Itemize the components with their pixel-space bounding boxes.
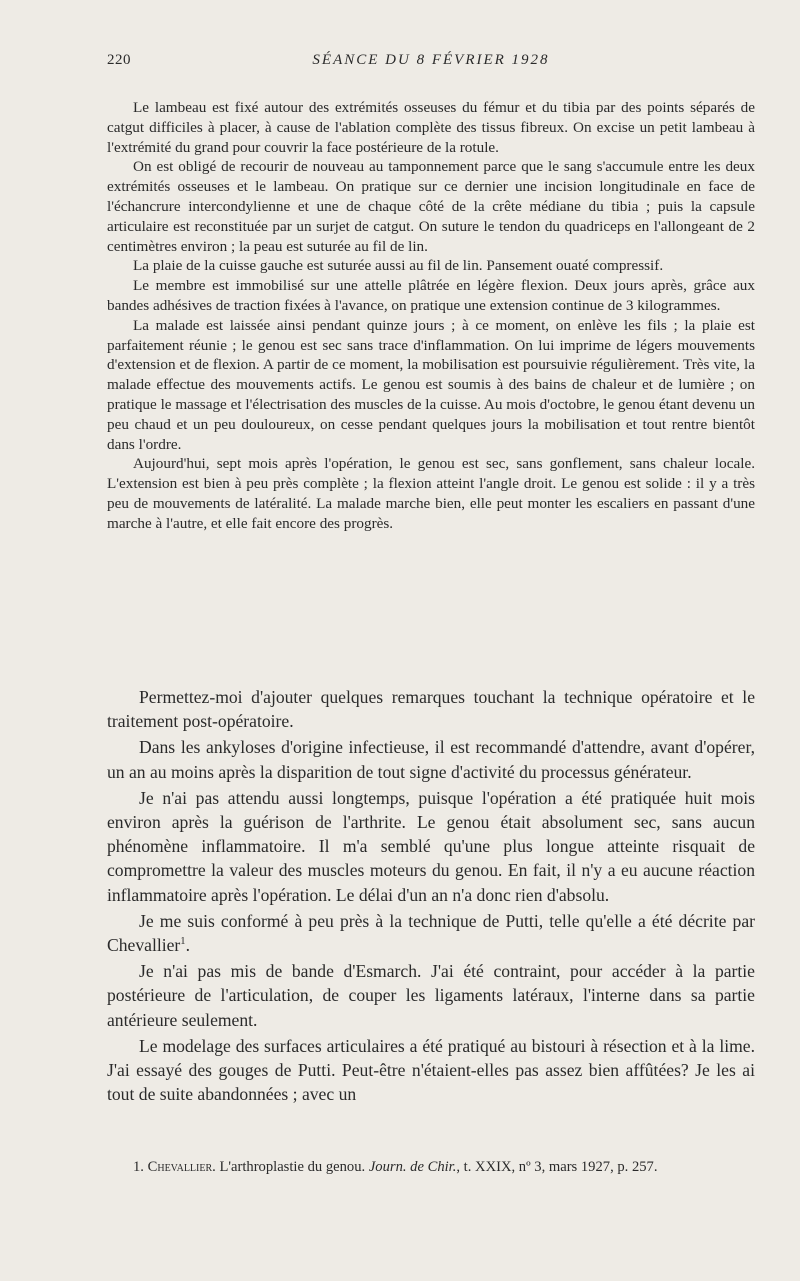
remarks-paragraph: Je n'ai pas mis de bande d'Esmarch. J'ai été contraint, pour accéder à la partie postérieure de l'articulation, de couper les ligaments latéraux, l'interne dans sa partie antérieure seulement. [107, 961, 755, 1030]
case-paragraph: Aujourd'hui, sept mois après l'opération, le genou est sec, sans gonflement, sans chaleur locale. L'extension est bien à peu près complète ; la flexion atteint l'angle droit. Le genou est solide : il y a très peu de mouvements de latéralité. La malade marche bien, elle peut monter les escaliers en passant d'une marche à l'autre, et elle fait encore des progrès. [107, 455, 755, 532]
footnote-journal: Journ. de Chir. [368, 1159, 457, 1175]
case-paragraph: La malade est laissée ainsi pendant quinze jours ; à ce moment, on enlève les fils ; la plaie est parfaitement réunie ; le genou est sec sans trace d'inflammation. On lui imprime de légers mouvements d'extension et de flexion. A partir de ce moment, la mobilisation est poursuivie régulièrement. Très vite, la malade effectue des mouvements actifs. Le genou est soumis à des bains de chaleur et de lumière ; on pratique le massage et l'électrisation des muscles de la cuisse. Au mois d'octobre, le genou étant devenu un peu chaud et un peu douloureux, on cesse pendant quelques jours la mobilisation et tout rentre bientôt dans l'ordre. [107, 316, 755, 453]
remarks-paragraph: Je me suis conformé à peu près à la technique de Putti, telle qu'elle a été décrite par Chevallier$^1$. [107, 910, 755, 956]
footnote-reference[interactable]: 1 [180, 936, 186, 948]
remarks-paragraph: Dans les ankyloses d'origine infectieuse, il est recommandé d'attendre, avant d'opérer, un an au moins après la disparition de tout signe d'activité du processus générateur. [107, 737, 755, 782]
footnote-text [107, 1158, 755, 1177]
remarks-paragraph: Permettez-moi d'ajouter quelques remarques touchant la technique opératoire et le traitement post-opératoire. [107, 687, 755, 732]
page-number: 220 [107, 52, 131, 68]
case-paragraph: Le lambeau est fixé autour des extrémités osseuses du fémur et du tibia par des points séparés de catgut difficiles à placer, à cause de l'ablation complète des tissus fibreux. On excise un petit lambeau à l'extrémité du grand pour couvrir la face postérieure de la rotule. [107, 99, 755, 156]
remarks-paragraph: Le modelage des surfaces articulaires a été pratiqué au bistouri à résection et à la lime. J'ai essayé des gouges de Putti. Peut-être n'étaient-elles pas assez bien affûtées? Je les ai tout de suite abandonnées ; avec un [107, 1035, 755, 1105]
footnote-title: L'arthroplastie du genou. [215, 1159, 369, 1175]
footnote [107, 1158, 755, 1177]
footnote-reference-detail: , t. XXIX, nº 3, mars 1927, p. 257. [456, 1159, 658, 1175]
footnote-number: 1. [133, 1159, 144, 1175]
footnote-author: Chevallier. [147, 1159, 216, 1175]
running-head: SÉANCE DU 8 FÉVRIER 1928 [312, 52, 550, 68]
page-header [107, 52, 755, 76]
case-paragraph: Le membre est immobilisé sur une attelle plâtrée en légère flexion. Deux jours après, grâce aux bandes adhésives de traction fixées à l'avance, on pratique une extension continue de 3 kilogrammes. [107, 277, 755, 314]
case-paragraph: On est obligé de recourir de nouveau au tamponnement parce que le sang s'accumule entre les deux extrémités osseuses et le lambeau. On pratique sur ce dernier une incision longitudinale en face de l'échancrure intercondylienne et une de chaque côté de la crête médiane du tibia ; puis la capsule articulaire est reconstituée par un surjet de catgut. On suture le tendon du quadriceps en l'allongeant de 2 centimètres environ ; la peau est suturée au fil de lin. [107, 158, 755, 255]
case-paragraph: La plaie de la cuisse gauche est suturée aussi au fil de lin. Pansement ouaté compressif. [133, 257, 664, 275]
case-report [107, 98, 755, 534]
remarks-section [107, 685, 755, 1106]
remarks-text: Je me suis conformé à peu près à la technique de Putti, telle qu'elle a été décrite par Chevallier [107, 910, 755, 956]
remarks-paragraph: Je n'ai pas attendu aussi longtemps, puisque l'opération a été pratiquée huit mois environ après la guérison de l'arthrite. Le genou était absolument sec, sans aucun phénomène inflammatoire. Il m'a semblé qu'une plus longue atteinte risquait de compromettre la valeur des muscles moteurs du genou. En fait, il n'y a eu aucune réaction inflammatoire après l'opération. Le délai d'un an n'a donc rien d'absolu. [107, 787, 755, 905]
